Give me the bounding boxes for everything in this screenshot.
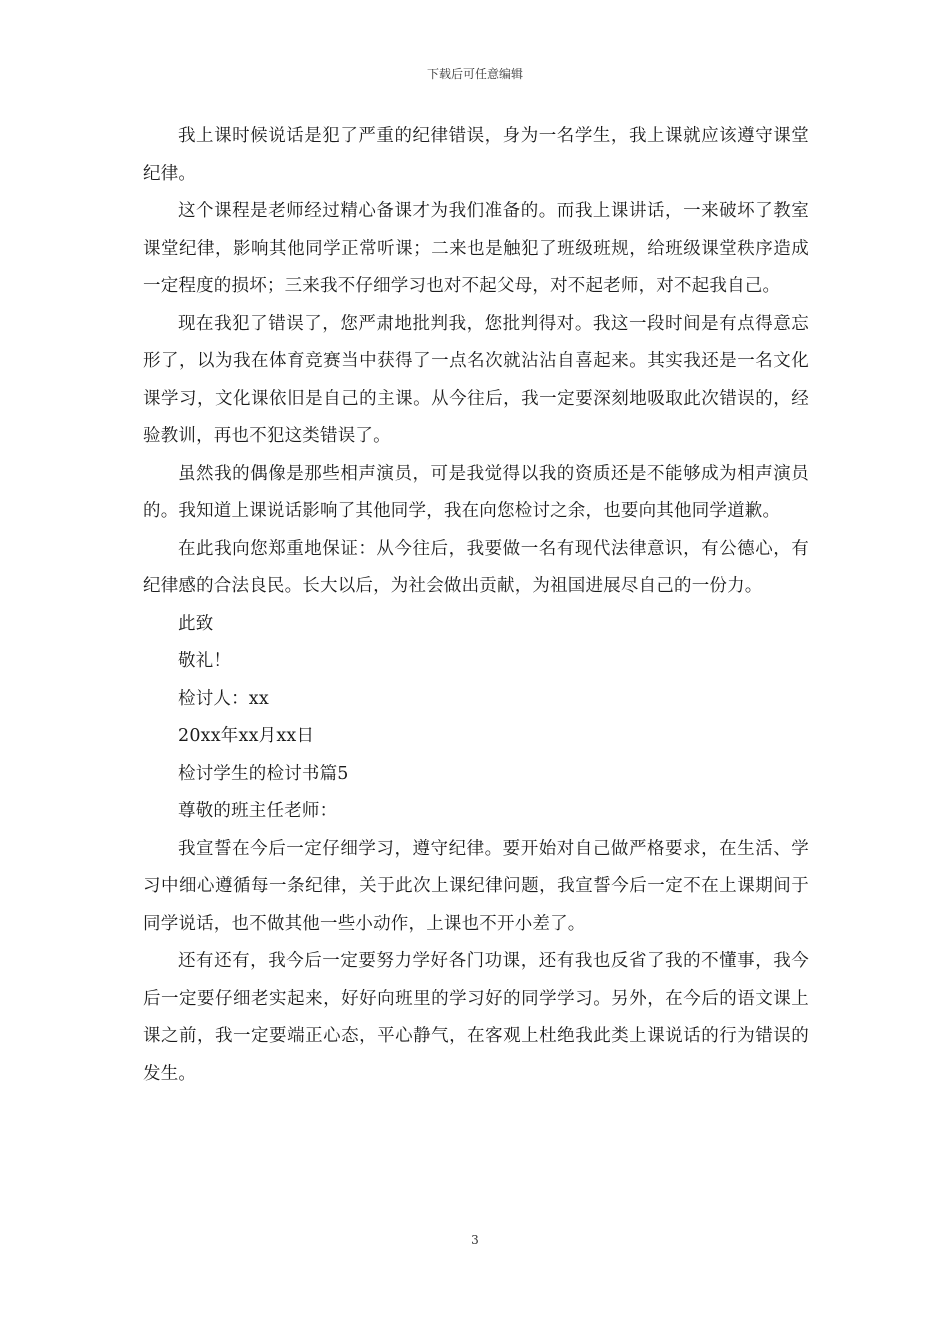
signature-line: 检讨人：xx bbox=[178, 688, 269, 709]
paragraph-1: 我上课时候说话是犯了严重的纪律错误，身为一名学生，我上课就应该遵守课堂纪律。 bbox=[143, 126, 809, 184]
paragraph-2: 这个课程是老师经过精心备课才为我们准备的。而我上课讲话，一来破坏了教室课堂纪律，影响其他同学正常听课；二来也是触犯了班级班规，给班级课堂秩序造成一定程度的损坏；三来我不仔细学习也对不起父母，对不起老师，对不起我自己。 bbox=[143, 201, 809, 296]
paragraph-7: 还有还有，我今后一定要努力学好各门功课，还有我也反省了我的不懂事，我今后一定要仔细老实起来，好好向班里的学习好的同学学习。另外，在今后的语文课上课之前，我一定要端正心态，平心静气，在客观上杜绝我此类上课说话的行为错误的发生。 bbox=[143, 951, 809, 1084]
paragraph-6: 我宣誓在今后一定仔细学习，遵守纪律。要开始对自己做严格要求，在生活、学习中细心遵循每一条纪律，关于此次上课纪律问题，我宣誓今后一定不在上课期间于同学说话，也不做其他一些小动作，上课也不开小差了。 bbox=[143, 838, 809, 934]
document-body bbox=[143, 118, 809, 1093]
section-title: 检讨学生的检讨书篇5 bbox=[178, 763, 349, 784]
paragraph-5: 在此我向您郑重地保证：从今往后，我要做一名有现代法律意识，有公德心，有纪律感的合法良民。长大以后，为社会做出贡献，为祖国进展尽自己的一份力。 bbox=[143, 538, 809, 596]
paragraph-3: 现在我犯了错误了，您严肃地批判我，您批判得对。我这一段时间是有点得意忘形了，以为我在体育竞赛当中获得了一点名次就沾沾自喜起来。其实我还是一名文化课学习，文化课依旧是自己的主课。从今往后，我一定要深刻地吸取此次错误的，经验教训，再也不犯这类错误了。 bbox=[143, 313, 809, 446]
greeting-line: 尊敬的班主任老师： bbox=[178, 801, 338, 821]
page-number: 3 bbox=[471, 1233, 479, 1247]
closing-regards: 敬礼！ bbox=[178, 651, 232, 671]
closing-salutation: 此致 bbox=[178, 613, 214, 634]
date-line: 20xx年xx月xx日 bbox=[178, 726, 315, 746]
paragraph-4: 虽然我的偶像是那些相声演员，可是我觉得以我的资质还是不能够成为相声演员的。我知道上课说话影响了其他同学，我在向您检讨之余，也要向其他同学道歉。 bbox=[143, 463, 809, 521]
page-header: 下载后可任意编辑 bbox=[426, 67, 523, 81]
